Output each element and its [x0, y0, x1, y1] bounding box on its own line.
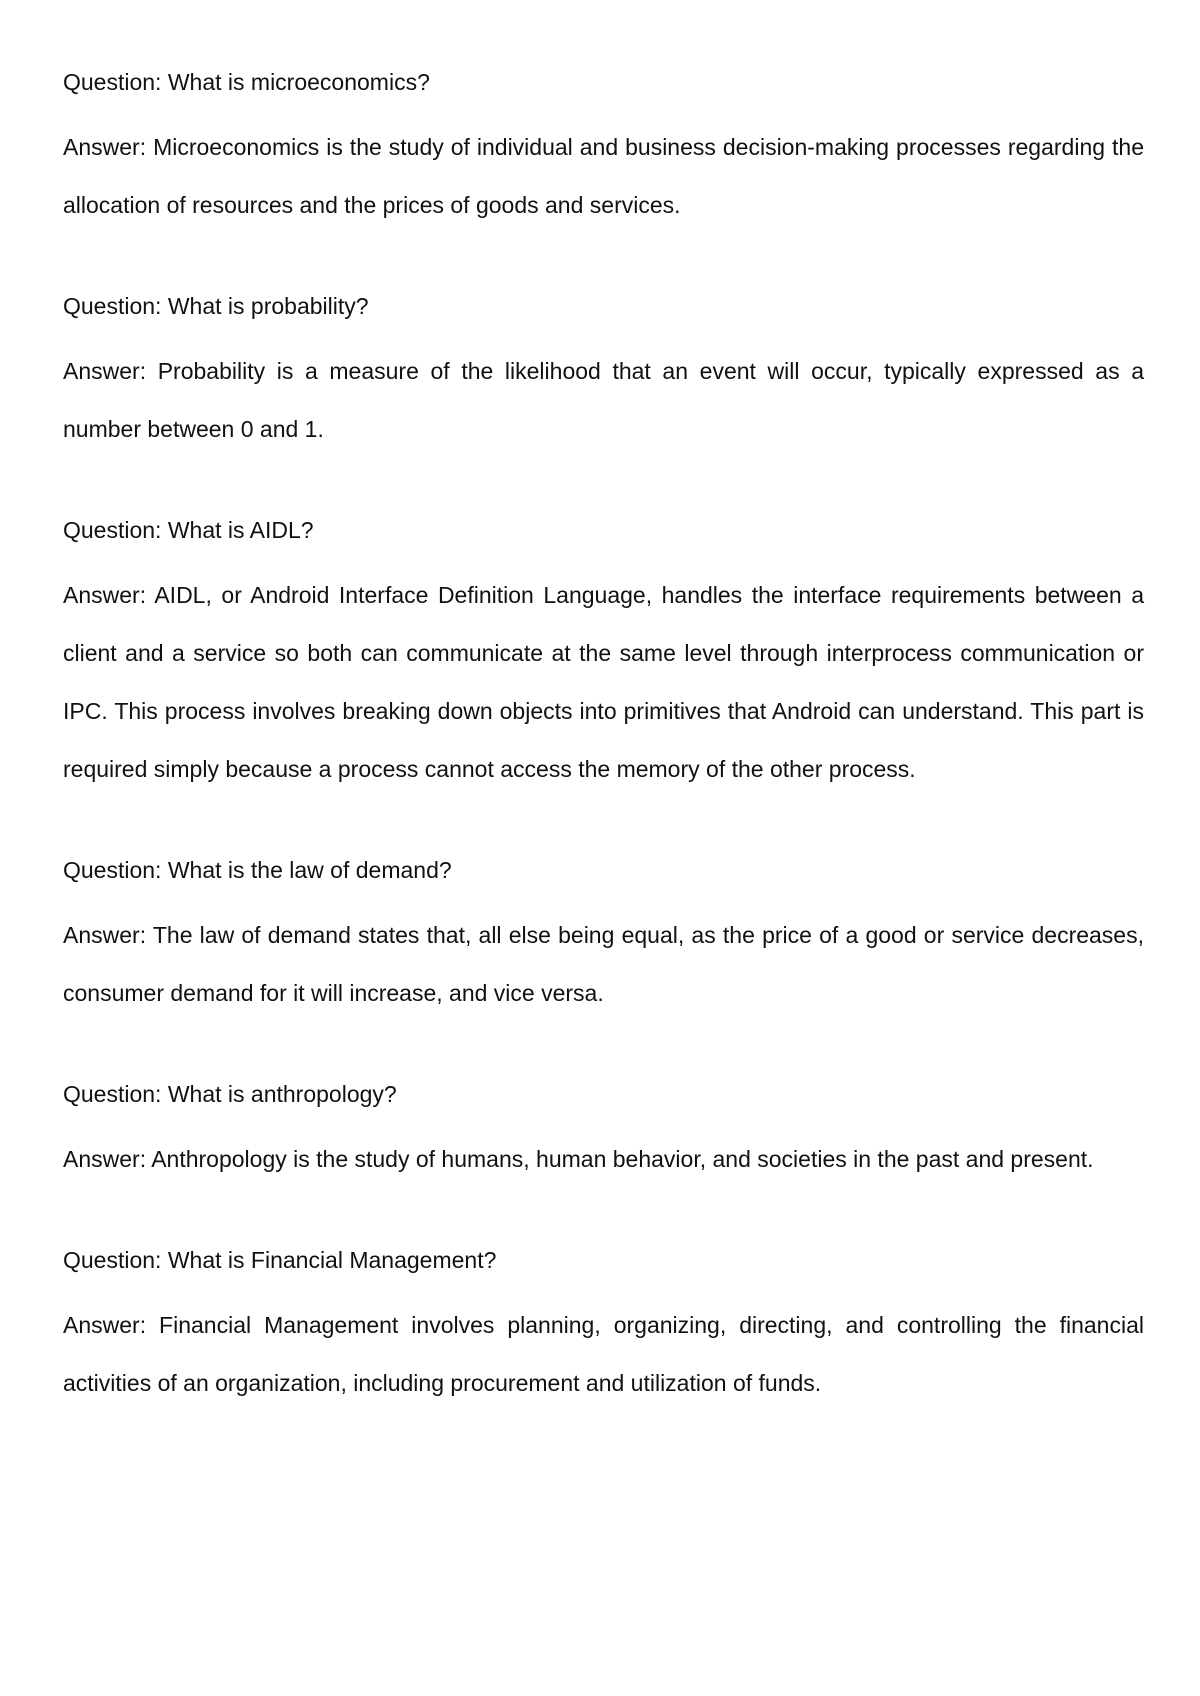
- answer-text: Answer: The law of demand states that, all else being equal, as the price of a good or service decreases, consumer demand for it will increase, and vice versa.: [63, 922, 1144, 1006]
- qa-item-probability: [63, 286, 1144, 458]
- qa-item-financial-management: [63, 1240, 1144, 1412]
- qa-list: [63, 62, 1144, 1464]
- answer-text: Answer: Anthropology is the study of humans, human behavior, and societies in the past and present.: [63, 1146, 1094, 1172]
- question-text: Question: What is Financial Management?: [63, 1247, 497, 1273]
- qa-item-aidl: [63, 510, 1144, 798]
- answer-text: Answer: Financial Management involves planning, organizing, directing, and controlling the financial activities of an organization, including procurement and utilization of funds.: [63, 1312, 1144, 1396]
- answer-text: Answer: Microeconomics is the study of individual and business decision-making processes regarding the allocation of resources and the prices of goods and services.: [63, 134, 1144, 218]
- answer-text: Answer: AIDL, or Android Interface Definition Language, handles the interface requirements between a client and a service so both can communicate at the same level through interprocess communication or IPC. This process involves breaking down objects into primitives that Android can understand. This part is required simply because a process cannot access the memory of the other process.: [63, 582, 1144, 782]
- question-text: Question: What is the law of demand?: [63, 857, 452, 883]
- answer-text: Answer: Probability is a measure of the likelihood that an event will occur, typically expressed as a number between 0 and 1.: [63, 358, 1144, 442]
- question-text: Question: What is AIDL?: [63, 517, 314, 543]
- question-text: Question: What is probability?: [63, 293, 369, 319]
- question-text: Question: What is microeconomics?: [63, 69, 430, 95]
- qa-item-microeconomics: [63, 62, 1144, 234]
- question-text: Question: What is anthropology?: [63, 1081, 397, 1107]
- qa-item-anthropology: [63, 1074, 1144, 1188]
- qa-item-law-of-demand: [63, 850, 1144, 1022]
